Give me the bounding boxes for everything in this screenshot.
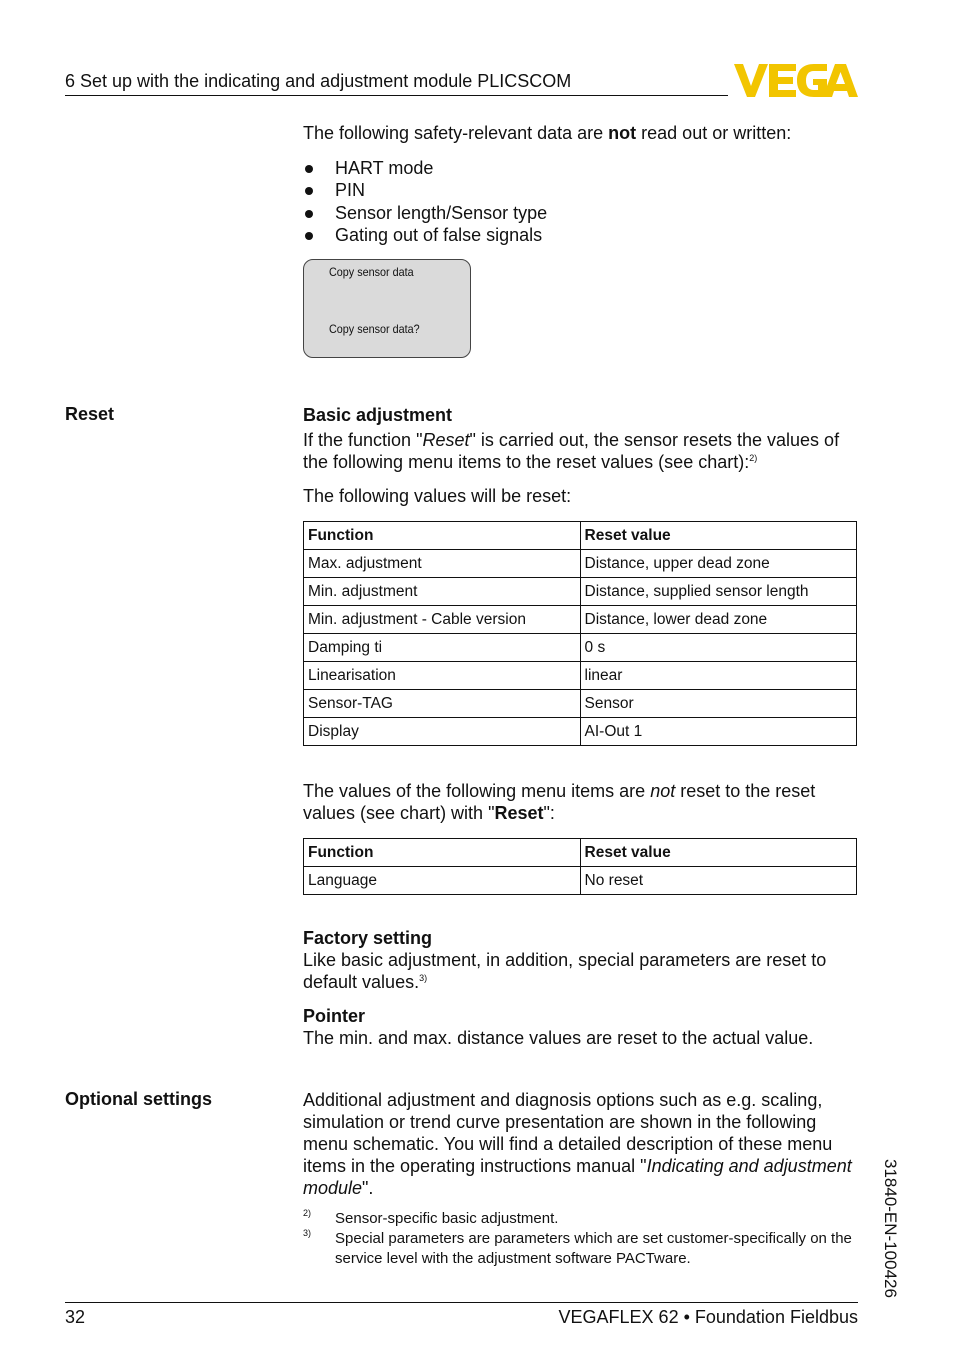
table-cell: Distance, supplied sensor length — [580, 578, 856, 606]
factory-setting-heading: Factory setting — [303, 928, 433, 948]
table-row — [304, 578, 857, 606]
list-item: PIN — [303, 179, 547, 201]
reset-paragraph-1: If the function "Reset" is carried out, the sensor resets the values of the following menu items to the reset values (see chart):$^{2)}$ — [303, 430, 840, 472]
table-row — [304, 867, 857, 895]
footnote-ref: 3) — [419, 973, 428, 983]
header-rule — [65, 95, 728, 96]
not-reset-table — [303, 838, 857, 895]
table-cell: Linearisation — [304, 662, 581, 690]
display-line-2: Copy sensor data? — [329, 322, 420, 336]
table-cell: Min. adjustment — [304, 578, 581, 606]
list-item: Gating out of false signals — [303, 224, 547, 246]
table-cell: No reset — [580, 867, 856, 895]
footnote-ref: 2) — [749, 453, 758, 463]
table-header-cell: Function — [304, 522, 581, 550]
table-cell: Distance, lower dead zone — [580, 606, 856, 634]
pointer-heading: Pointer — [303, 1006, 366, 1026]
page-header-title: 6 Set up with the indicating and adjustment module PLICSCOM — [65, 71, 572, 91]
reset-values-table — [303, 521, 857, 746]
display-screen — [303, 259, 471, 358]
intro-paragraph: The following safety-relevant data are not read out or written: — [303, 123, 792, 143]
table-cell: Language — [304, 867, 581, 895]
display-line-1: Copy sensor data — [329, 265, 414, 279]
not-reset-paragraph: The values of the following menu items are not reset to the reset values (see chart) with "Reset": — [303, 781, 816, 823]
table-cell: linear — [580, 662, 856, 690]
table-cell: 0 s — [580, 634, 856, 662]
table-cell: AI-Out 1 — [580, 718, 856, 746]
table-cell: Display — [304, 718, 581, 746]
pointer-text: The min. and max. distance values are reset to the actual value. — [303, 1028, 814, 1048]
footnote: 2) Sensor-specific basic adjustment. — [303, 1208, 559, 1227]
side-label-optional-settings: Optional settings — [65, 1089, 213, 1109]
table-row — [304, 606, 857, 634]
footnote: 3) Special parameters are parameters which are set customer-specifically on the service level with the adjustment software PACTware. — [303, 1228, 852, 1267]
vega-logo-e — [769, 64, 796, 97]
table-cell: Sensor-TAG — [304, 690, 581, 718]
table-header-row — [304, 522, 857, 550]
page-number: 32 — [65, 1307, 86, 1327]
table-row — [304, 690, 857, 718]
table-header-cell: Reset value — [580, 522, 856, 550]
vega-logo-g — [797, 64, 827, 97]
table-header-cell: Reset value — [580, 839, 856, 867]
vega-logo-v — [734, 64, 768, 97]
side-label-reset: Reset — [65, 404, 115, 424]
table-cell: Max. adjustment — [304, 550, 581, 578]
table-cell: Distance, upper dead zone — [580, 550, 856, 578]
excluded-data-list — [303, 157, 547, 246]
footer-rule — [65, 1302, 858, 1303]
vega-logo — [734, 64, 858, 98]
table-row — [304, 718, 857, 746]
table-cell: Sensor — [580, 690, 856, 718]
document-number: 31840-EN-100426 — [881, 1159, 900, 1298]
table-header-row — [304, 839, 857, 867]
footer-product: VEGAFLEX 62 • Foundation Fieldbus — [558, 1307, 858, 1327]
table-cell: Min. adjustment - Cable version — [304, 606, 581, 634]
basic-adjustment-heading: Basic adjustment — [303, 405, 453, 425]
reset-paragraph-2: The following values will be reset: — [303, 486, 572, 506]
table-cell: Damping ti — [304, 634, 581, 662]
optional-settings-text: Additional adjustment and diagnosis options such as e.g. scaling, simulation or trend curve presentation are shown in the following menu schematic. You will find a detailed description of these menu items in the operating instructions manual "Indicating and adjustment module". — [303, 1090, 852, 1198]
list-item: Sensor length/Sensor type — [303, 202, 547, 224]
list-item: HART mode — [303, 157, 547, 179]
table-header-cell: Function — [304, 839, 581, 867]
factory-setting-text: Like basic adjustment, in addition, special parameters are reset to default values.$^{3)}$ — [303, 950, 827, 992]
table-row — [304, 662, 857, 690]
table-row — [304, 634, 857, 662]
table-row — [304, 550, 857, 578]
